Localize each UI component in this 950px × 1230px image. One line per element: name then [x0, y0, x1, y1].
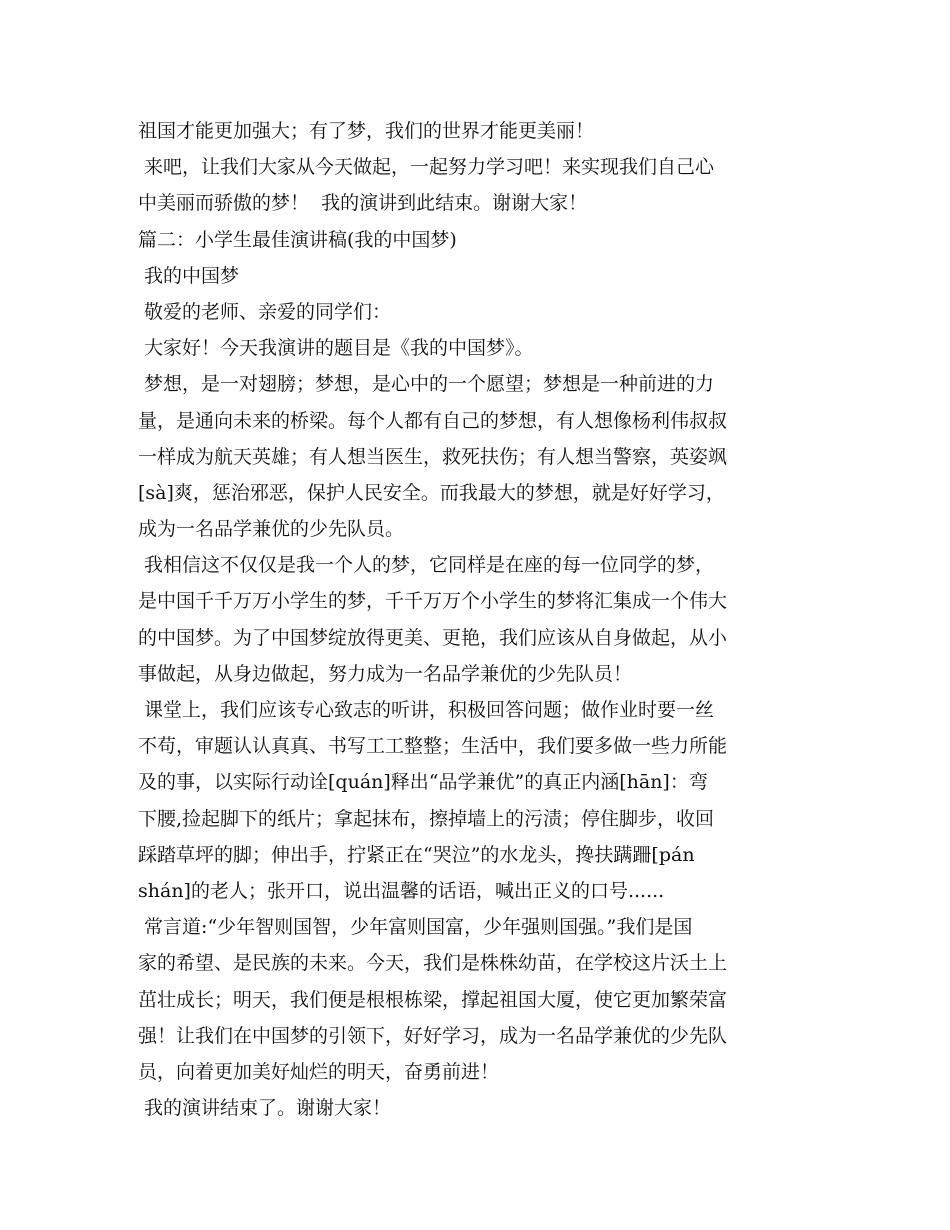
text-line-10: 一样成为航天英雄；有人想当医生，救死扶伤；有人想当警察，英姿飒 — [138, 445, 728, 468]
section-heading: 篇二：小学生最佳演讲稿(我的中国梦) — [138, 228, 457, 251]
text-line-22: shán]的老人；张开口，说出温馨的话语，喊出正义的口号...... — [138, 879, 665, 902]
document-body — [138, 113, 818, 1126]
text-line-26: 强！让我们在中国梦的引领下，好好学习，成为一名品学兼优的少先队 — [138, 1024, 728, 1047]
salutation: 敬爱的老师、亲爱的同学们： — [138, 300, 392, 323]
text-line-17: 课堂上，我们应该专心致志的听讲，积极回答问题；做作业时要一丝 — [138, 699, 715, 721]
text-line-23: 常言道:“少年智则国智，少年富则国富，少年强则国强。”我们是国 — [138, 916, 693, 939]
closing-line: 我的演讲结束了。谢谢大家！ — [138, 1097, 392, 1120]
text-line-27: 员，向着更加美好灿烂的明天，奋勇前进！ — [138, 1060, 500, 1083]
text-line-07: 大家好！今天我演讲的题目是《我的中国梦》。 — [138, 337, 534, 360]
text-line-09: 量，是通向未来的桥梁。每个人都有自己的梦想，有人想像杨利伟叔叔 — [138, 409, 728, 432]
text-line-14: 是中国千千万万小学生的梦，千千万万个小学生的梦将汇集成一个伟大 — [138, 590, 728, 613]
text-line-01: 祖国才能更加强大；有了梦，我们的世界才能更美丽！ — [138, 120, 595, 142]
speech-title: 我的中国梦 — [138, 264, 240, 287]
text-line-02: 来吧，让我们大家从今天做起，一起努力学习吧！来实现我们自己心 — [138, 156, 715, 179]
text-line-21: 踩踏草坪的脚；伸出手，拧紧正在“哭泣”的水龙头，搀扶蹒跚[pán — [138, 843, 695, 866]
text-line-11: [sà]爽，惩治邪恶，保护人民安全。而我最大的梦想，就是好好学习， — [138, 481, 725, 504]
text-line-13: 我相信这不仅仅是我一个人的梦，它同样是在座的每一位同学的梦， — [138, 554, 715, 577]
text-line-08: 梦想，是一对翅膀；梦想，是心中的一个愿望；梦想是一种前进的力 — [138, 373, 715, 396]
text-line-24: 家的希望、是民族的未来。今天，我们是株株幼苗，在学校这片沃土上 — [138, 952, 728, 975]
text-line-16: 事做起，从身边做起，努力成为一名品学兼优的少先队员！ — [138, 662, 633, 685]
text-line-18: 不苟，审题认认真真、书写工工整整；生活中，我们要多做一些力所能 — [138, 735, 728, 758]
text-line-15: 的中国梦。为了中国梦绽放得更美、更艳，我们应该从自身做起，从小 — [138, 626, 728, 649]
text-line-19: 及的事，以实际行动诠[quán]释出“品学兼优”的真正内涵[hān]：弯 — [138, 771, 708, 794]
text-line-25: 茁壮成长；明天，我们便是根根栋梁，撑起祖国大厦，使它更加繁荣富 — [138, 988, 728, 1011]
text-line-12: 成为一名品学兼优的少先队员。 — [138, 518, 405, 541]
text-line-20: 下腰,捡起脚下的纸片；拿起抹布，擦掉墙上的污渍；停住脚步，收回 — [138, 807, 715, 830]
text-line-03: 中美丽而骄傲的梦！ 我的演讲到此结束。谢谢大家！ — [138, 192, 588, 215]
